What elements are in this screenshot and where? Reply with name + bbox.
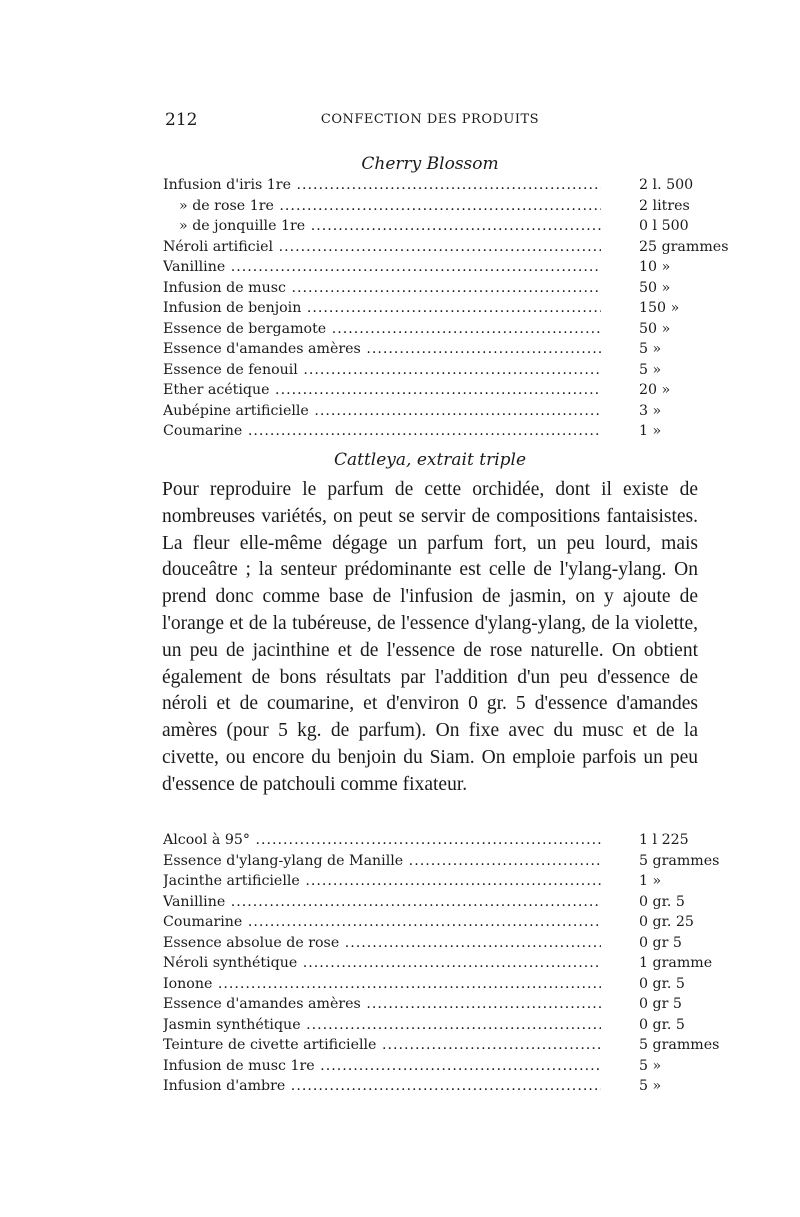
ingredient-row: [163, 914, 723, 935]
ingredient-row: [163, 935, 723, 956]
page-number: 212: [165, 110, 198, 130]
ingredient-quantity: 5 grammes: [639, 852, 720, 869]
ingredient-quantity: 20 »: [639, 382, 671, 398]
ingredient-row: [163, 976, 723, 997]
ingredient-name: Néroli artificiel .....: [163, 239, 601, 255]
ingredient-name: Jacinthe artificielle .....: [163, 873, 601, 889]
ingredient-name: Jasmin synthétique .....: [163, 1017, 601, 1033]
ingredient-list-cherry-blossom: [163, 177, 729, 444]
ingredient-row: [163, 873, 723, 894]
ingredient-row: [163, 382, 723, 403]
ingredient-row: [163, 996, 723, 1017]
ingredient-quantity: 150 »: [639, 300, 680, 316]
ingredient-row: [163, 894, 723, 915]
ingredient-quantity: 50 »: [639, 320, 671, 337]
ingredient-row: [163, 321, 723, 342]
ingredient-row: [163, 300, 723, 321]
ingredient-name: Essence de bergamote .....: [163, 321, 601, 337]
ingredient-quantity: 0 l 500: [639, 218, 689, 234]
recipe-title-cattleya: Cattleya, extrait triple: [333, 450, 527, 470]
ingredient-quantity: 1 gramme: [639, 955, 713, 971]
ingredient-quantity: 3 »: [639, 402, 662, 419]
ingredient-row: [163, 1058, 723, 1079]
ingredient-name: Alcool à 95° .....: [163, 832, 601, 848]
ingredient-quantity: 5 »: [639, 361, 662, 378]
ingredient-quantity: 0 gr. 5: [639, 1016, 685, 1033]
ingredient-name: Coumarine .....: [163, 423, 601, 439]
ingredient-quantity: 5 »: [639, 1057, 662, 1074]
ingredient-row: [163, 832, 723, 853]
ingredient-row: [163, 259, 723, 280]
ingredient-quantity: 0 gr 5: [639, 996, 682, 1012]
ingredient-name: Aubépine artificielle .....: [163, 403, 601, 419]
ingredient-row: [163, 955, 723, 976]
ingredient-row: [163, 403, 723, 424]
ingredient-quantity: 0 gr. 5: [639, 975, 685, 992]
ingredient-quantity: 0 gr. 25: [639, 914, 694, 930]
ingredient-name: Essence d'ylang-ylang de Manille .....: [163, 853, 601, 869]
ingredient-name: Vanilline .....: [163, 894, 601, 910]
ingredient-name: » de jonquille 1re .....: [163, 218, 601, 234]
ingredient-name: Ionone .....: [163, 976, 601, 992]
ingredient-quantity: 0 gr 5: [639, 934, 682, 951]
ingredient-quantity: 25 grammes: [639, 238, 729, 255]
ingredient-row: [163, 1037, 723, 1058]
ingredient-row: [163, 423, 723, 444]
ingredient-quantity: 50 »: [639, 279, 671, 296]
ingredient-name: Infusion d'ambre .....: [163, 1078, 601, 1094]
ingredient-row: [163, 198, 723, 219]
ingredient-quantity: 5 grammes: [639, 1037, 720, 1053]
ingredient-name: Infusion de musc .....: [163, 280, 601, 296]
ingredient-name: Vanilline .....: [163, 259, 601, 275]
ingredient-quantity: 10 »: [639, 259, 671, 275]
ingredient-quantity: 5 »: [639, 341, 662, 357]
ingredient-name: Infusion de musc 1re .....: [163, 1058, 601, 1074]
recipe-description: Pour reproduire le parfum de cette orchidée, dont il existe de nombreuses variétés, on peut se servir de compositions fantaisistes. La fleur elle-même dégage un parfum fort, un peu lourd, mais douceâtre ; la senteur prédominante est celle de l'ylang-ylang. On prend donc comme base de l'infusion de jasmin, on y ajoute de l'orange et de la tubéreuse, de l'essence d'ylang-ylang, de la violette, un peu de jacinthine et de l'essence de rose naturelle. On obtient également de bons résultats par l'addition d'un peu d'essence de néroli et de coumarine, et d'environ 0 gr. 5 d'essence d'amandes amères (pour 5 kg. de parfum). On fixe avec du musc et de la civette, ou encore du benjoin du Siam. On emploie parfois un peu d'essence de patchouli comme fixateur.: [162, 479, 698, 795]
ingredient-row: [163, 280, 723, 301]
ingredient-name: Infusion de benjoin .....: [163, 300, 601, 316]
ingredient-list-cattleya: [163, 832, 723, 1099]
ingredient-name: Essence d'amandes amères .....: [163, 341, 601, 357]
ingredient-row: [163, 238, 729, 260]
ingredient-row: [163, 1078, 723, 1099]
ingredient-quantity: 1 »: [639, 873, 662, 889]
recipe-title-cherry-blossom: Cherry Blossom: [361, 154, 499, 174]
ingredient-quantity: 5 »: [639, 1078, 662, 1094]
ingredient-name: Coumarine .....: [163, 914, 601, 930]
ingredient-quantity: 2 l. 500: [639, 177, 694, 193]
ingredient-row: [163, 218, 723, 239]
ingredient-quantity: 0 gr. 5: [639, 893, 685, 910]
ingredient-name: Essence de fenouil .....: [163, 362, 601, 378]
ingredient-row: [163, 341, 723, 362]
ingredient-name: Essence absolue de rose .....: [163, 935, 601, 951]
ingredient-row: [163, 1017, 723, 1038]
ingredient-name: Teinture de civette artificielle .....: [163, 1037, 601, 1053]
ingredient-name: Néroli synthétique .....: [163, 955, 601, 971]
ingredient-row: [163, 853, 723, 874]
ingredient-quantity: 1 »: [639, 423, 662, 439]
ingredient-row: [163, 177, 723, 198]
page-header: [165, 110, 695, 134]
ingredient-quantity: 1 l 225: [639, 832, 689, 848]
ingredient-row: [163, 362, 723, 383]
ingredient-name: Infusion d'iris 1re .....: [163, 177, 601, 193]
running-title: CONFECTION DES PRODUITS: [320, 112, 540, 127]
ingredient-name: Essence d'amandes amères .....: [163, 996, 601, 1012]
ingredient-name: Ether acétique .....: [163, 382, 601, 398]
ingredient-quantity: 2 litres: [639, 197, 690, 214]
ingredient-name: » de rose 1re .....: [163, 198, 601, 214]
